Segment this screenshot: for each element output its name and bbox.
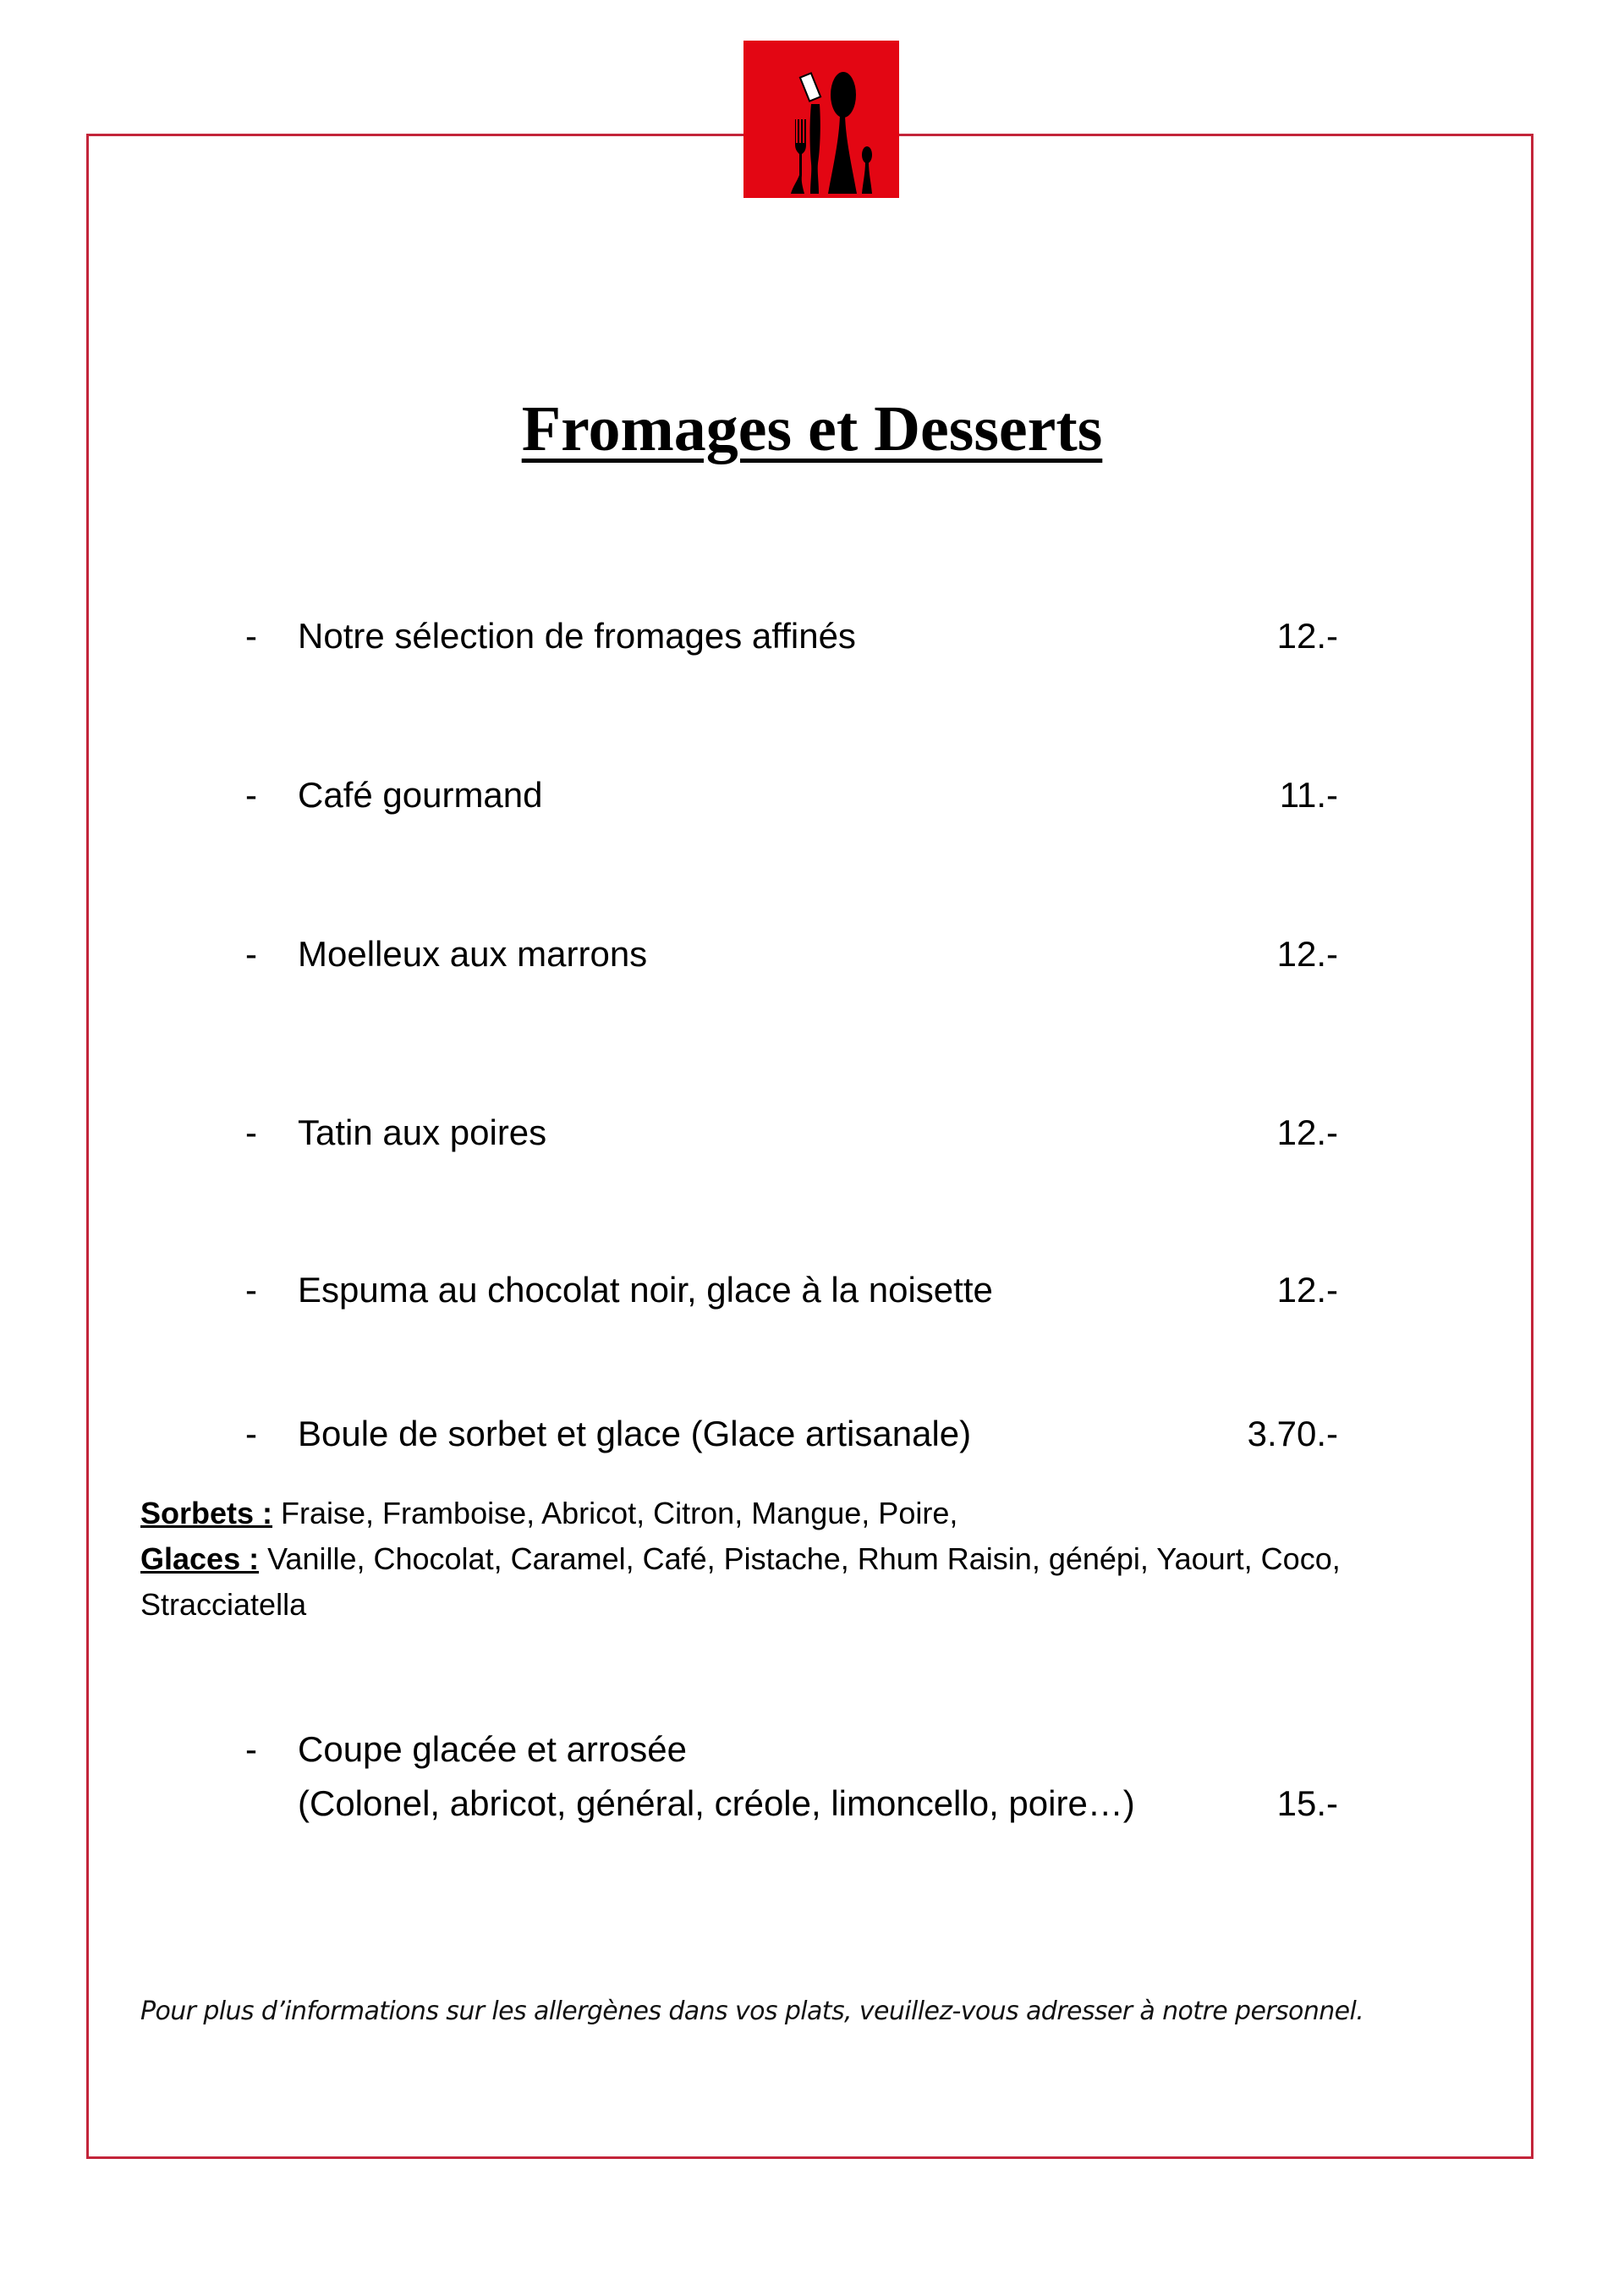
- item-name: Boule de sorbet et glace (Glace artisanale): [298, 1414, 972, 1453]
- page-title: Fromages et Desserts: [521, 393, 1103, 464]
- cutlery-icon: [743, 41, 899, 198]
- bullet: -: [245, 616, 257, 656]
- item-description: (Colonel, abricot, général, créole, limoncello, poire…): [298, 1783, 1135, 1823]
- item-price: 15.-: [1276, 1783, 1338, 1823]
- item-price: 12.-: [1276, 1270, 1338, 1310]
- bullet: -: [245, 775, 257, 815]
- item-price: 12.-: [1276, 616, 1338, 656]
- bullet: -: [245, 1729, 257, 1769]
- glaces-line: [140, 1536, 1460, 1628]
- item-name: Tatin aux poires: [298, 1112, 547, 1152]
- item-name: Notre sélection de fromages affinés: [298, 616, 856, 656]
- sorbets-label: Sorbets :: [140, 1496, 273, 1530]
- allergen-note: Pour plus d’informations sur les allergènes dans vos plats, veuillez-vous adresser à notre personnel.: [140, 1997, 1364, 2026]
- item-price: 3.70.-: [1247, 1414, 1338, 1453]
- item-price: 11.-: [1279, 775, 1338, 815]
- item-name: Café gourmand: [298, 775, 543, 815]
- item-price: 12.-: [1276, 1112, 1338, 1152]
- bullet: -: [245, 934, 257, 974]
- bullet: -: [245, 1112, 257, 1152]
- glaces-label: Glaces :: [140, 1541, 260, 1576]
- restaurant-logo: [743, 41, 899, 198]
- glaces-list: Vanille, Chocolat, Caramel, Café, Pistache, Rhum Raisin, génépi, Yaourt, Coco, Stracciatella: [140, 1541, 1341, 1622]
- bullet: -: [245, 1414, 257, 1453]
- item-name: Coupe glacée et arrosée: [298, 1729, 687, 1769]
- item-name: Moelleux aux marrons: [298, 934, 648, 974]
- flavour-list: [140, 1491, 1460, 1628]
- item-price: 12.-: [1276, 934, 1338, 974]
- sorbets-line: [140, 1491, 1460, 1536]
- sorbets-list: Fraise, Framboise, Abricot, Citron, Mangue, Poire,: [272, 1496, 958, 1530]
- item-name: Espuma au chocolat noir, glace à la noisette: [298, 1270, 993, 1310]
- bullet: -: [245, 1270, 257, 1310]
